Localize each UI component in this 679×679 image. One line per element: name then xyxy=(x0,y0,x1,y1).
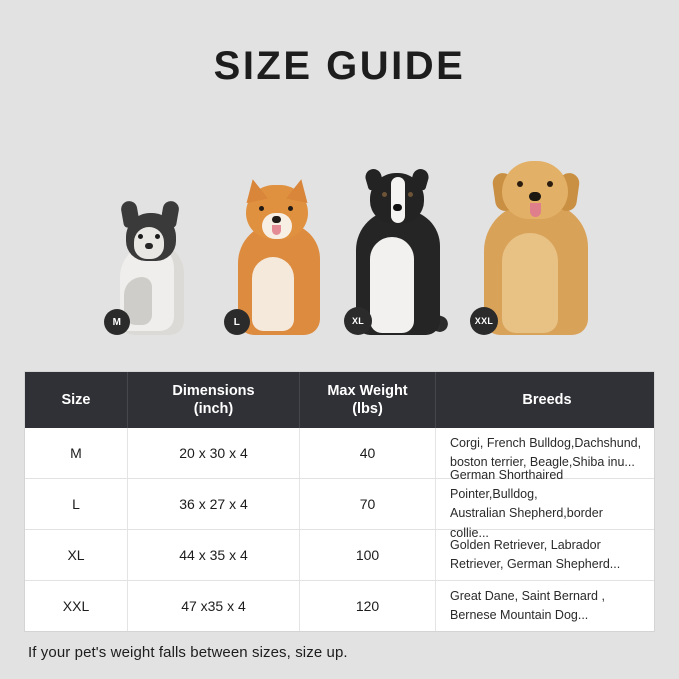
dog-eye-left xyxy=(382,192,387,197)
cell-breeds-line2: boston terrier, Beagle,Shiba inu... xyxy=(450,455,635,470)
dog-shiba-inu xyxy=(224,163,334,335)
dog-ear-right xyxy=(410,167,431,191)
cell-breeds-line1: German Shorthaired Pointer,Bulldog, xyxy=(450,467,564,501)
dog-chest xyxy=(370,237,414,333)
cell-breeds-line1: Corgi, French Bulldog,Dachshund, xyxy=(450,435,642,450)
header-dimensions-line2: (inch) xyxy=(193,401,234,418)
footnote: If your pet's weight falls between sizes, size up. xyxy=(28,644,348,661)
cell-breeds-line2: Bernese Mountain Dog... xyxy=(450,608,589,623)
header-max-weight xyxy=(300,372,436,428)
dog-nose xyxy=(272,216,281,223)
dog-golden-retriever xyxy=(470,140,600,335)
dog-border-collie xyxy=(344,150,454,335)
dog-ear-left xyxy=(242,177,268,203)
cell-breeds-line2: Retriever, German Shepherd... xyxy=(450,557,621,572)
dog-eye-left xyxy=(259,206,264,211)
cell-breeds-line1: Great Dane, Saint Bernard , xyxy=(450,588,605,603)
cell-size: L xyxy=(25,479,128,529)
header-breeds: Breeds xyxy=(522,392,572,409)
dog-eye-left xyxy=(138,234,143,239)
dog-ear-left xyxy=(364,167,385,191)
dog-ear-right xyxy=(160,200,180,228)
table-row xyxy=(25,530,654,581)
cell-dimensions: 44 x 35 x 4 xyxy=(128,530,300,580)
dog-chest xyxy=(252,257,294,331)
dog-illustrations xyxy=(72,135,612,335)
cell-breeds xyxy=(436,581,654,631)
dog-ear-left xyxy=(120,200,140,228)
dog-eye-right xyxy=(155,234,160,239)
cell-max-weight: 100 xyxy=(300,530,436,580)
table-header-row xyxy=(25,372,654,428)
dog-tongue xyxy=(272,225,281,235)
page-title: SIZE GUIDE xyxy=(213,44,466,88)
size-badge-m: M xyxy=(104,309,130,335)
header-size: Size xyxy=(25,372,128,428)
cell-max-weight: 40 xyxy=(300,428,436,478)
dog-tongue xyxy=(530,203,541,217)
cell-dimensions: 36 x 27 x 4 xyxy=(128,479,300,529)
cell-breeds xyxy=(436,467,654,540)
cell-dimensions: 47 x35 x 4 xyxy=(128,581,300,631)
cell-size: XXL xyxy=(25,581,128,631)
dog-chest xyxy=(502,233,558,333)
header-dimensions xyxy=(128,372,300,428)
dog-french-bulldog xyxy=(104,195,196,335)
cell-breeds-line2: Australian Shepherd,border collie... xyxy=(450,506,603,540)
cell-max-weight: 120 xyxy=(300,581,436,631)
dog-face-blaze xyxy=(391,177,405,223)
cell-size: XL xyxy=(25,530,128,580)
dog-eye-right xyxy=(408,192,413,197)
dog-nose xyxy=(145,243,153,249)
cell-max-weight: 70 xyxy=(300,479,436,529)
dog-nose xyxy=(529,192,541,201)
dog-eye-right xyxy=(288,206,293,211)
table-row xyxy=(25,467,654,540)
cell-breeds xyxy=(436,530,654,580)
cell-size: M xyxy=(25,428,128,478)
header-weight-line1: Max Weight xyxy=(327,383,408,399)
size-badge-xl: XL xyxy=(344,307,372,335)
table-row xyxy=(25,581,654,631)
dog-nose xyxy=(393,204,402,211)
size-badge-l: L xyxy=(224,309,250,335)
dog-eye-right xyxy=(547,181,553,187)
header-weight-line2: (lbs) xyxy=(352,401,383,418)
header-dimensions-line1: Dimensions xyxy=(172,383,255,399)
cell-breeds-line1: Golden Retriever, Labrador xyxy=(450,537,601,552)
dog-ear-right xyxy=(286,177,312,203)
size-badge-xxl: XXL xyxy=(470,307,498,335)
dog-eye-left xyxy=(517,181,523,187)
cell-dimensions: 20 x 30 x 4 xyxy=(128,428,300,478)
size-table xyxy=(24,371,655,632)
